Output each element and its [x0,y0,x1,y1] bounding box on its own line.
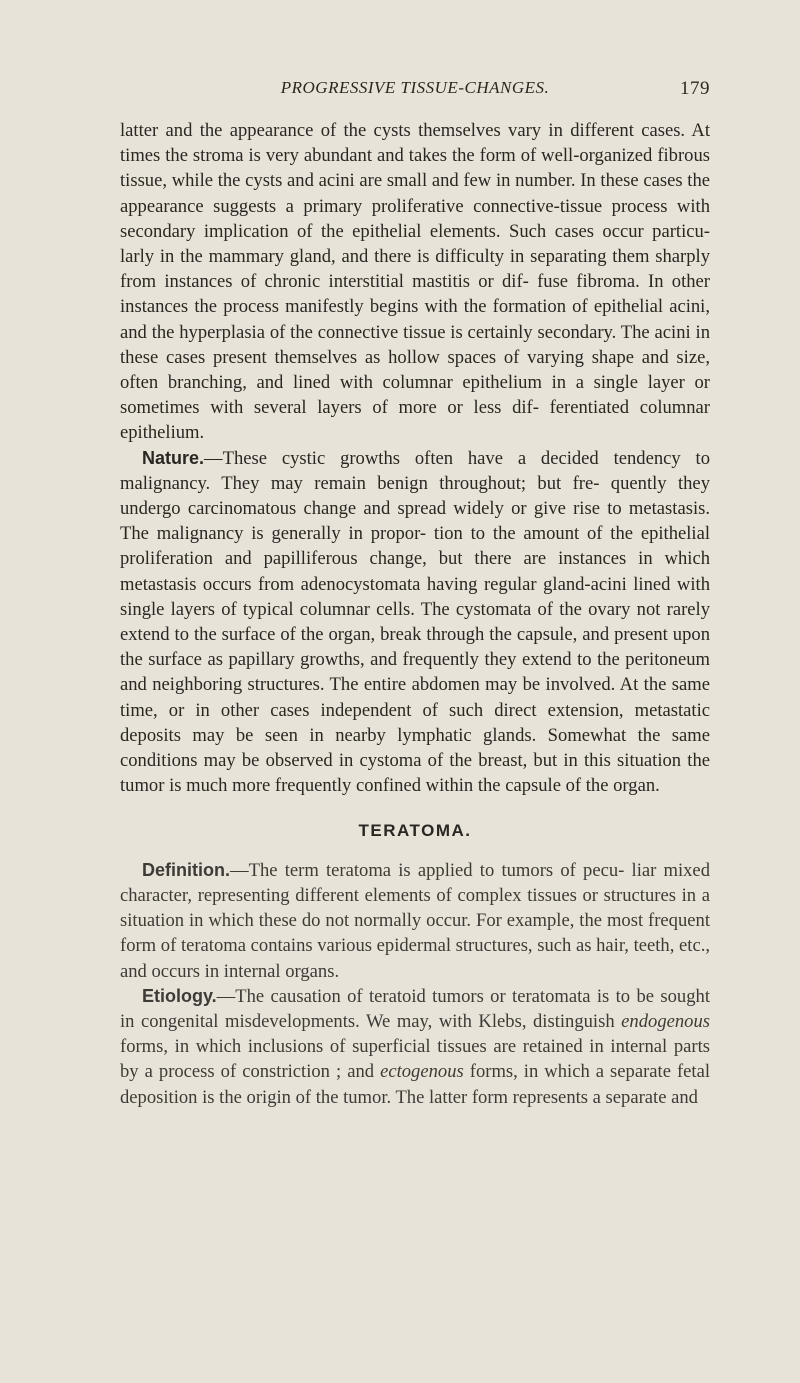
etiology-text-part-3: forms, in which a separate fetal deposition is the origin of the tumor. The latter form represents a separate and [120,1061,710,1108]
endogenous-term: endogenous [621,1010,710,1032]
paragraph-definition [120,858,710,984]
definition-text: —The term teratoma is applied to tumors of pecu- liar mixed character, representing different elements of complex tissues or structures in a situation in which these do not normally occur. For example, the most frequent form of teratoma contains various epidermal structures, such as hair, teeth, etc., and occurs in internal organs. [120,859,710,982]
etiology-text-part-2: forms, in which inclusions of superficial tissues are retained in internal parts by a process of constriction ; and [120,1036,710,1083]
page-number: 179 [680,78,710,99]
definition-runin-heading: Definition. [142,859,230,880]
ectogenous-term: ectogenous [380,1061,464,1083]
etiology-runin-heading: Etiology. [142,985,217,1006]
body-text [120,118,710,1110]
nature-text: —These cystic growths often have a decided tendency to malignancy. They may remain benign throughout; but fre- quently they undergo carcinomatous change and spread widely or give rise to metastasis. The malignancy is generally in propor- tion to the amount of the epithelial proliferation and papilliferous change, but there are instances in which metastasis occurs from adenocystomata having regular gland-acini lined with single layers of typical columnar cells. The cystomata of the ovary not rarely extend to the surface of the organ, break through the capsule, and present upon the surface as papillary growths, and frequently they extend to the peritoneum and neighboring structures. The entire abdomen may be involved. At the same time, or in other cases independent of such direct extension, metastatic deposits may be seen in nearby lymphatic glands. Somewhat the same conditions may be observed in cystoma of the breast, but in this situation the tumor is much more frequently confined within the capsule of the organ. [120,447,710,797]
paragraph-etiology [120,984,710,1110]
nature-runin-heading: Nature. [142,447,205,468]
paragraph-cystoma-structure: latter and the appearance of the cysts themselves vary in different cases. At times the stroma is very abundant and takes the form of well-organized fibrous tissue, while the cysts and acini are small and few in number. In these cases the appearance suggests a primary proliferative connective-tissue process with secondary implication of the epithelial elements. Such cases occur particu- larly in the mammary gland, and there is difficulty in separating them sharply from instances of chronic interstitial mastitis or dif- fuse fibroma. In other instances the process manifestly begins with the formation of epithelial acini, and the hyperplasia of the connective tissue is certainly secondary. The acini in these cases present themselves as hollow spaces of varying shape and size, often branching, and lined with columnar epithelium in a single layer or sometimes with several layers of more or less dif- ferentiated columnar epithelium. [120,120,710,444]
running-head [120,78,710,102]
running-title: PROGRESSIVE TISSUE-CHANGES. [280,78,550,97]
paragraph-nature [120,446,710,799]
etiology-text-part-1: —The causation of teratoid tumors or teratomata is to be sought in congenital misdevelopments. We may, with Klebs, distinguish [120,985,710,1032]
section-heading-teratoma: TERATOMA. [358,821,472,841]
